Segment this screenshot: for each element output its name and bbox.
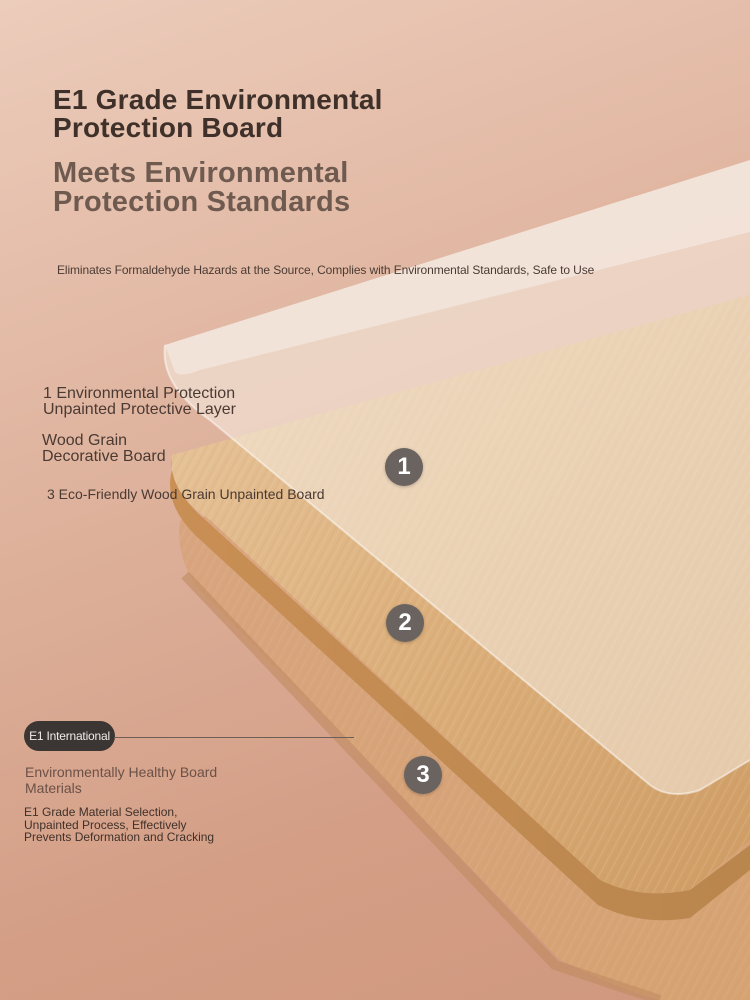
- layer-badge-1: 1: [385, 448, 423, 486]
- info-heading: Environmentally Healthy Board Materials: [25, 764, 218, 796]
- page-subtitle: Meets Environmental Protection Standards: [53, 157, 351, 218]
- certification-pill: E1 International: [24, 721, 115, 751]
- layer-badge-3: 3: [404, 756, 442, 794]
- layer-label-eco-board: 3 Eco-Friendly Wood Grain Unpainted Board: [47, 486, 325, 502]
- layer-label-protective: 1 Environmental Protection Unpainted Protective Layer: [43, 385, 236, 418]
- layer-label-wood-grain: Wood Grain Decorative Board: [42, 432, 166, 465]
- info-description: E1 Grade Material Selection, Unpainted Process, Effectively Prevents Deformation and Cracking: [24, 805, 215, 844]
- pill-connector-line: [114, 737, 354, 738]
- layer-badge-2: 2: [386, 604, 424, 642]
- page-title: E1 Grade Environmental Protection Board: [53, 84, 383, 143]
- tagline: Eliminates Formaldehyde Hazards at the Source, Complies with Environmental Standards, Safe to Use: [57, 263, 595, 277]
